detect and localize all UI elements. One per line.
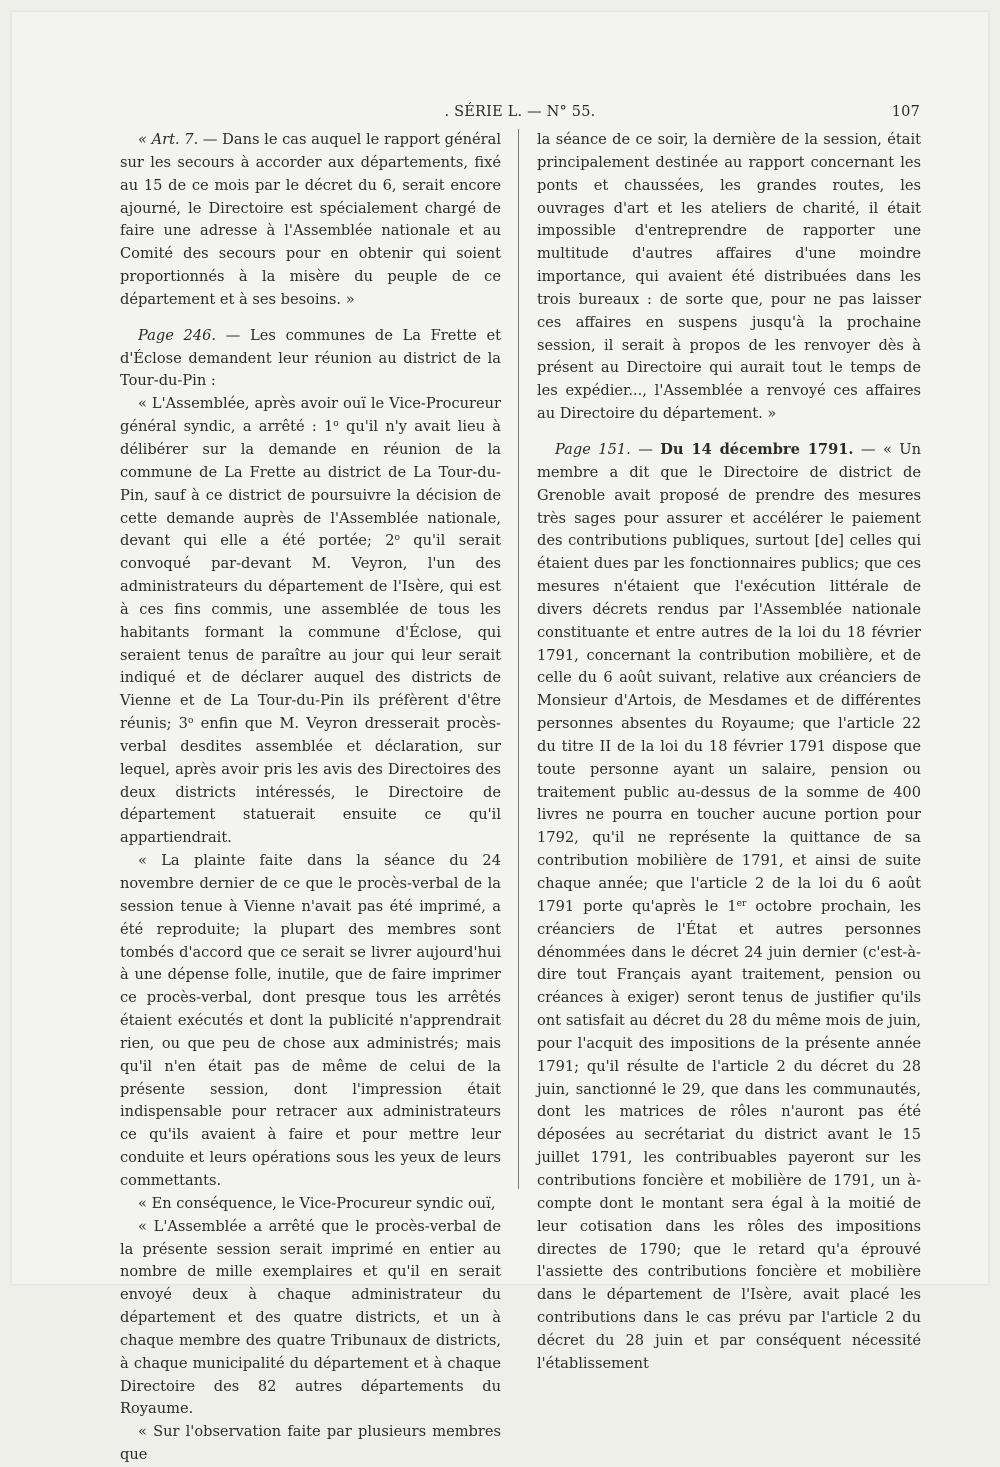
page-ref: Page 246.	[138, 326, 217, 344]
series-title: . SÉRIE L. — N° 55.	[444, 104, 596, 120]
ordinal-superscript: o	[394, 533, 400, 544]
dash: —	[630, 440, 661, 458]
page-header	[120, 104, 920, 126]
column-divider	[518, 129, 519, 1189]
article-ref: « Art. 7.	[138, 131, 199, 148]
paragraph	[120, 393, 501, 850]
page-number: 107	[891, 104, 920, 120]
paragraph: « En conséquence, le Vice-Procureur syndic ouï,	[138, 1194, 496, 1212]
paragraph-text: qu'il serait convoqué par-devant M. Veyron, l'un des administrateurs du département de l'Isère, qui est à ces fins commis, une assemblée de tous les habitants formant la commune d'Éclose, qui seraient tenus de paraître au jour qui leur serait indiqué et de déclarer auquel des districts de Vienne et de La Tour-du-Pin ils préfèrent d'être réunis; 3	[120, 532, 501, 733]
ordinal-superscript: er	[736, 898, 747, 909]
paragraph-text: — Dans le cas auquel le rapport général sur les secours à accorder aux départements, fixé au 15 de ce mois par le décret du 6, serait encore ajourné, le Directoire est spécialement chargé de faire une adresse à l'Assemblée nationale et au Comité des secours pour en obtenir qui soient proportionnés à la misère du peuple de ce département et à ses besoins. »	[120, 131, 501, 308]
left-column	[120, 129, 501, 1467]
paragraph-text: octobre prochain, les créanciers de l'État et autres personnes dénommées dans le décret 24 juin dernier (c'est-à-dire tout Français ayant traitement, pension ou créances à exiger) seront tenus de justifier qu'ils ont satisfait au décret du 28 du même mois de juin, pour l'acquit des impositions de la présente année 1791; qu'il résulte de l'article 2 du décret du 28 juin, sanctionné le 29, que dans les communautés, dont les matrices de rôles n'auront pas été déposées au secrétariat du district avant le 15 juillet 1791, les contribuables payeront sur les contributions foncière et mobilière de 1791, un à-compte dont le montant sera égal à la moitié de leur cotisation dans les rôles des impositions directes de 1790; que le retard qu'a éprouvé l'assiette des contributions foncière et mobilière dans le département de l'Isère, avait placé les contributions dans le cas prévu par l'article 2 du décret du 28 juin et par conséquent nécessité l'établissement	[537, 897, 921, 1372]
paragraph: « L'Assemblée a arrêté que le procès-verbal de la présente session serait imprimé en entier au nombre de mille exemplaires et qu'il en serait envoyé deux à chaque administrateur du département et des quatre districts, et un à chaque membre des quatre Tribunaux de districts, à chaque municipalité du département et à chaque Directoire des 82 autres départements du Royaume.	[120, 1217, 501, 1418]
ordinal-superscript: o	[187, 716, 194, 727]
paragraph-text: « L'Assemblée, après avoir ouï le Vice-Procureur général syndic, a arrêté : 1	[120, 395, 501, 436]
paragraph-text: qu'il n'y avait lieu à délibérer sur la demande en réunion de la commune de La Frette au district de La Tour-du-Pin, sauf à ce district de poursuivre la décision de cette demande auprès de l'Assemblée nationale, devant qui elle a été portée; 2	[120, 418, 501, 550]
paragraph-text: — « Un membre a dit que le Directoire de district de Grenoble avait proposé de prendre des mesures très sages pour assurer et accélérer le paiement des contributions publiques, surtout [de] celles qui étaient dues par les fonctionnaires publics; que ces mesures n'étaient que l'exécution littérale de divers décrets rendus par l'Assemblée nationale constituante et entre autres de la loi du 18 février 1791, concernant la contribution mobilière, et de celle du 6 août suivant, relative aux créanciers de Monsieur d'Artois, de Mesdames et de différentes personnes absentes du Royaume; que l'article 22 du titre II de la loi du 18 février 1791 dispose que toute personne ayant un salaire, pension ou traitement public au-dessus de la somme de 400 livres ne pourra en toucher aucune portion pour 1792, qu'il ne représente la quittance de sa contribution mobilière de 1791, et ainsi de suite chaque année; que l'article 2 de la loi du 6 août 1791 porte qu'après le 1	[537, 440, 922, 915]
ordinal-superscript: o	[333, 419, 339, 430]
right-column	[537, 129, 921, 1376]
paragraph-text: enfin que M. Veyron dresserait procès-verbal desdites assemblée et déclaration, sur lequel, après avoir pris les avis des Directoires des deux districts intéressés, le Directoire de département statuerait ensuite ce qu'il appartiendrait.	[120, 715, 501, 847]
session-date: Du 14 décembre 1791.	[660, 440, 854, 458]
paragraph-text: — Les communes de La Frette et d'Éclose demandent leur réunion au district de la Tour-du-Pin :	[120, 326, 502, 390]
paragraph: « Sur l'observation faite par plusieurs membres que	[120, 1423, 501, 1464]
paragraph	[120, 325, 501, 394]
paragraph: la séance de ce soir, la dernière de la session, était principalement destinée au rapport concernant les ponts et chaussées, les grandes routes, les ouvrages d'art et les ateliers de charité, il était impossible d'entreprendre de rapporter une multitude d'autres affaires d'une moindre importance, qui avaient été distribuées dans les trois bureaux : de sorte que, pour ne pas laisser ces affaires en suspens jusqu'à la prochaine session, il serait à propos de les renvoyer dès à présent au Directoire qui aurait tout le temps de les expédier..., l'Assemblée a renvoyé ces affaires au Directoire du département. »	[537, 131, 921, 423]
paragraph: « La plainte faite dans la séance du 24 novembre dernier de ce que le procès-verbal de la session tenue à Vienne n'avait pas été imprimé, a été reproduite; la plupart des membres sont tombés d'accord que ce serait se livrer aujourd'hui à une dépense folle, inutile, que de faire imprimer ce procès-verbal, dont presque tous les arrêtés étaient exécutés et dont la publicité n'apprendrait rien, ou que peu de chose aux administrés; mais qu'il n'en était pas de même de celui de la présente session, dont l'impression était indispensable pour retracer aux administrateurs ce qu'ils avaient à faire et pour mettre leur conduite et leurs opérations sous les yeux de leurs commettants.	[120, 852, 501, 1189]
document-page	[12, 12, 988, 1464]
paragraph	[120, 129, 501, 312]
page-ref: Page 151.	[555, 440, 631, 458]
paragraph	[537, 439, 921, 1376]
